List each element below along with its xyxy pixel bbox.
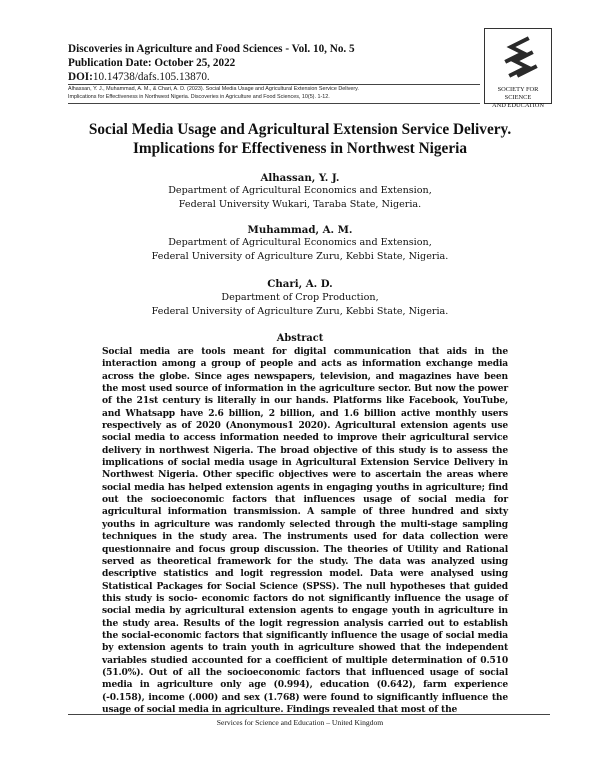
footer-divider — [68, 714, 550, 715]
citation — [68, 85, 484, 101]
affiliation-line: Federal University of Agriculture Zuru, Kebbi State, Nigeria. — [151, 250, 449, 262]
affiliation-line: Department of Crop Production, — [221, 292, 379, 303]
author-affiliation — [0, 236, 600, 263]
author-name: Alhassan, Y. J. — [260, 172, 340, 184]
abstract-heading: Abstract — [276, 333, 324, 344]
paper-title — [60, 120, 540, 158]
author-affiliation — [0, 291, 600, 318]
journal-line: Discoveries in Agriculture and Food Sciences - Vol. 10, No. 5 — [68, 43, 355, 55]
sse-logo-icon — [497, 33, 539, 85]
title-line-2: Implications for Effectiveness in Northwest Nigeria — [132, 140, 468, 157]
affiliation-line: Federal University Wukari, Taraba State, Nigeria. — [178, 198, 422, 210]
logo-text-line-2: AND EDUCATION — [491, 102, 544, 109]
author-affiliation — [0, 184, 600, 211]
affiliation-line: Federal University of Agriculture Zuru, Kebbi State, Nigeria. — [151, 305, 449, 317]
affiliation-line: Department of Agricultural Economics and Extension, — [168, 185, 432, 196]
author-name: Muhammad, A. M. — [247, 224, 353, 236]
citation-line-2: Implications for Effectiveness in Northwest Nigeria. Discoveries in Agriculture and Food Sciences, 10(5). 1-12. — [68, 94, 330, 100]
citation-line-1: Alhassan, Y. J., Muhammad, A. M., & Chari, A. D. (2023). Social Media Usage and Agricultural Extension Service Delivery. — [68, 86, 359, 92]
journal-header — [68, 42, 488, 84]
citation-divider — [68, 103, 480, 104]
title-line-1: Social Media Usage and Agricultural Extension Service Delivery. — [88, 121, 512, 138]
publication-date: Publication Date: October 25, 2022 — [68, 57, 236, 69]
author-name: Chari, A. D. — [267, 278, 333, 290]
doi-link[interactable]: 10.14738/dafs.105.13870. — [92, 71, 210, 83]
page-footer: Services for Science and Education – United Kingdom — [216, 718, 384, 727]
publisher-logo-text — [484, 86, 552, 110]
abstract-text: Social media are tools meant for digital communication that aids in the interaction among a group of people and acts as information exchange media across the globe. Since ages newspapers, television, and magazines have been the most used source of information in the agriculture sector. But now the power of the 21st century is literally in our hands. Platforms like Facebook, YouTube, and Whatsapp have 2.6 billion, 2 billion, and 1.6 billion active monthly users respectively as of 2020 (Anonymous1 2020). Agricultural extension agents use social media to access information needed to improve their agricultural service delivery in northwest Nigeria. The broad objective of this study is to assess the implications of social media usage in Agricultural Extension Service Delivery in Northwest Nigeria. Other specific objectives were to ascertain the areas where social media has helped extension agents in engaging youths in agriculture; find out the socioeconomic factors that influences usage of social media for agricultural information transmission. A sample of three hundred and sixty youths in agriculture was randomly selected through the multi-stage sampling techniques in the study area. The instruments used for data collection were questionnaire and focus group discussion. The theories of Utility and Rational served as theoretical framework for the study. The data was analyzed using descriptive statistics and logit regression model. Data were analysed using Statistical Packages for Social Science (SPSS). The null hypotheses that guided this study is socio- economic factors do not significantly influence the usage of social media by agricultural extension agents to engage youth in agriculture in the study area. Results of the logit regression analysis carried out to establish the social-economic factors that significantly influence the usage of social media by extension agents to train youth in agriculture showed that the independent variables studied accounted for a coefficient of multiple determination of 0.510 (51.0%). Out of all the socioeconomic factors that influenced usage of social media in agriculture only age (0.994), education (0.642), farm experience (-0.158), income (.000) and sex (1.768) were found to significantly influence the usage of social media in agriculture. Findings revealed that most of the — [102, 346, 508, 715]
doi — [68, 70, 488, 84]
logo-text-line-1: SOCIETY FOR SCIENCE — [497, 86, 539, 101]
doi-label: DOI: — [68, 71, 93, 83]
affiliation-line: Department of Agricultural Economics and Extension, — [168, 237, 432, 248]
